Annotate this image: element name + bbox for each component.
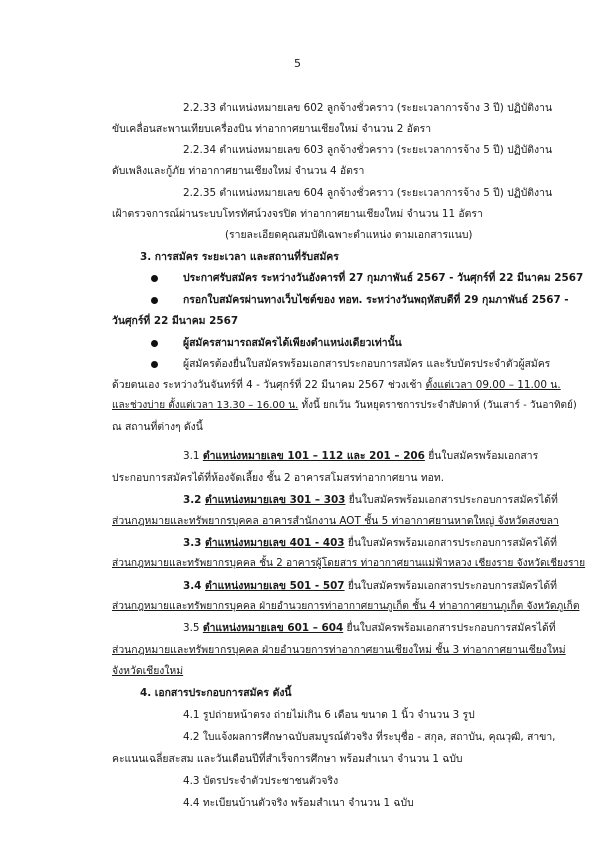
location-3-4-text: ยื่นใบสมัครพร้อมเอกสารประกอบการสมัครได้ที่	[344, 580, 557, 592]
location-3-5-line2: ส่วนกฎหมายและทรัพยากรบุคคล ฝ่ายอำนวยการท่าอากาศยานเชียงใหม่ ชั้น 3 ท่าอากาศยานเชียงใหม่	[112, 644, 566, 656]
location-3-4-line2: ส่วนกฎหมายและทรัพยากรบุคคล ฝ่ายอำนวยการท่าอากาศยานภูเก็ต ชั้น 4 ท่าอากาศยานภูเก็ต จังหวัดภูเก็ต	[112, 601, 580, 612]
location-3-1-number: 3.1	[183, 450, 203, 462]
section-4-heading: 4. เอกสารประกอบการสมัคร ดังนี้	[140, 687, 292, 699]
item-2-2-35-line2: เฝ้าตรวจการณ์ผ่านระบบโทรทัศน์วงจรปิด ท่าอากาศยานเชียงใหม่ จำนวน 11 อัตรา	[112, 208, 483, 220]
location-3-1-line2: ประกอบการสมัครได้ที่ห้องจัดเลี้ยง ชั้น 2 อาคารสโมสรท่าอากาศยาน ทอท.	[112, 472, 445, 484]
location-3-3-text: ยื่นใบสมัครพร้อมเอกสารประกอบการสมัครได้ที่	[344, 537, 557, 549]
location-3-1-positions: ตำแหน่งหมายเลข 101 – 112 และ 201 – 206	[202, 450, 425, 462]
document-4-2-line2: คะแนนเฉลี่ยสะสม และวันเดือนปีที่สำเร็จการศึกษา พร้อมสำเนา จำนวน 1 ฉบับ	[112, 753, 463, 765]
document-4-4: 4.4 ทะเบียนบ้านตัวจริง พร้อมสำเนา จำนวน 1 ฉบับ	[183, 797, 414, 809]
location-3-4-number: 3.4	[183, 580, 206, 592]
item-2-2-33-line1: 2.2.33 ตำแหน่งหมายเลข 602 ลูกจ้างชั่วคราว (ระยะเวลาการจ้าง 3 ปี) ปฏิบัติงาน	[183, 102, 553, 114]
location-3-2-line2: ส่วนกฎหมายและทรัพยากรบุคคล อาคารสำนักงาน AOT ชั้น 5 ท่าอากาศยานหาดใหญ่ จังหวัดสงขลา	[112, 515, 559, 527]
holiday-exception: ทั้งนี้ ยกเว้น วันหยุดราชการประจำสัปดาห์ (วันเสาร์ - วันอาทิตย์)	[298, 400, 577, 411]
section-3-heading: 3. การสมัคร ระยะเวลา และสถานที่รับสมัคร	[140, 251, 339, 263]
morning-hours: ตั้งแต่เวลา 09.00 – 11.00 น.	[425, 379, 561, 391]
bullet-submit-in-person-line3	[112, 399, 577, 413]
document-4-1: 4.1 รูปถ่ายหน้าตรง ถ่ายไม่เกิน 6 เดือน ขนาด 1 นิ้ว จำนวน 3 รูป	[183, 709, 475, 721]
item-2-2-33-line2: ขับเคลื่อนสะพานเทียบเครื่องบิน ท่าอากาศยานเชียงใหม่ จำนวน 2 อัตรา	[112, 123, 432, 135]
bullet-online-application-line1: กรอกใบสมัครผ่านทางเว็บไซต์ของ ทอท. ระหว่างวันพฤหัสบดีที่ 29 กุมภาพันธ์ 2567 -	[183, 294, 569, 306]
location-3-1-line1	[183, 449, 538, 463]
document-4-3: 4.3 บัตรประจำตัวประชาชนตัวจริง	[183, 775, 339, 787]
bullet-icon	[151, 361, 158, 368]
bullet-icon	[151, 340, 158, 347]
bullet-icon	[151, 275, 158, 282]
bullet-online-application-line2: วันศุกร์ที่ 22 มีนาคม 2567	[112, 315, 239, 327]
location-3-3-line2: ส่วนกฎหมายและทรัพยากรบุคคล ชั้น 2 อาคารผู้โดยสาร ท่าอากาศยานแม่ฟ้าหลวง เชียงราย จังหวัดเชียงราย	[112, 558, 586, 569]
location-3-3-line1	[183, 536, 557, 550]
location-3-4-positions: ตำแหน่งหมายเลข 501 - 507	[205, 580, 345, 592]
location-3-5-line1	[183, 621, 556, 635]
location-3-5-text: ยื่นใบสมัครพร้อมเอกสารประกอบการสมัครได้ที่	[343, 622, 556, 634]
location-3-2-positions: ตำแหน่งหมายเลข 301 – 303	[205, 494, 346, 506]
bullet-icon	[151, 297, 158, 304]
location-3-5-number: 3.5	[183, 622, 203, 634]
date-range-text: ด้วยตนเอง ระหว่างวันจันทร์ที่ 4 - วันศุกร์ที่ 22 มีนาคม 2567 ช่วงเช้า	[112, 379, 426, 391]
location-3-5-positions: ตำแหน่งหมายเลข 601 – 604	[202, 622, 344, 634]
location-3-4-line1	[183, 579, 557, 593]
location-3-2-line1	[183, 493, 558, 507]
location-3-2-number: 3.2	[183, 494, 206, 506]
qualification-note: (รายละเอียดคุณสมบัติเฉพาะตำแหน่ง ตามเอกสารแนบ)	[225, 229, 473, 241]
bullet-submit-in-person-line1: ผู้สมัครต้องยื่นใบสมัครพร้อมเอกสารประกอบการสมัคร และรับบัตรประจำตัวผู้สมัคร	[183, 358, 551, 370]
afternoon-hours: และช่วงบ่าย ตั้งแต่เวลา 13.30 – 16.00 น.	[112, 400, 299, 411]
item-2-2-34-line2: ดับเพลิงและกู้ภัย ท่าอากาศยานเชียงใหม่ จำนวน 4 อัตรา	[112, 165, 365, 177]
bullet-submit-in-person-line4: ณ สถานที่ต่างๆ ดังนี้	[112, 421, 203, 433]
location-3-1-text: ยื่นใบสมัครพร้อมเอกสาร	[424, 450, 539, 462]
location-3-5-line3: จังหวัดเชียงใหม่	[112, 665, 184, 677]
location-3-3-positions: ตำแหน่งหมายเลข 401 - 403	[205, 537, 345, 549]
location-3-3-number: 3.3	[183, 537, 206, 549]
page-number: 5	[294, 57, 301, 70]
bullet-submit-in-person-line2	[112, 378, 561, 392]
location-3-2-text: ยื่นใบสมัครพร้อมเอกสารประกอบการสมัครได้ที่	[345, 494, 558, 506]
bullet-one-position-only: ผู้สมัครสามารถสมัครได้เพียงตำแหน่งเดียวเท่านั้น	[183, 337, 402, 349]
document-4-2-line1: 4.2 ใบแจ้งผลการศึกษาฉบับสมบูรณ์ตัวจริง ที่ระบุชื่อ - สกุล, สถาบัน, คุณวุฒิ, สาขา,	[183, 731, 556, 743]
item-2-2-34-line1: 2.2.34 ตำแหน่งหมายเลข 603 ลูกจ้างชั่วคราว (ระยะเวลาการจ้าง 5 ปี) ปฏิบัติงาน	[183, 144, 553, 156]
bullet-announcement: ประกาศรับสมัคร ระหว่างวันอังคารที่ 27 กุมภาพันธ์ 2567 - วันศุกร์ที่ 22 มีนาคม 2567	[183, 272, 584, 284]
item-2-2-35-line1: 2.2.35 ตำแหน่งหมายเลข 604 ลูกจ้างชั่วคราว (ระยะเวลาการจ้าง 5 ปี) ปฏิบัติงาน	[183, 187, 553, 199]
